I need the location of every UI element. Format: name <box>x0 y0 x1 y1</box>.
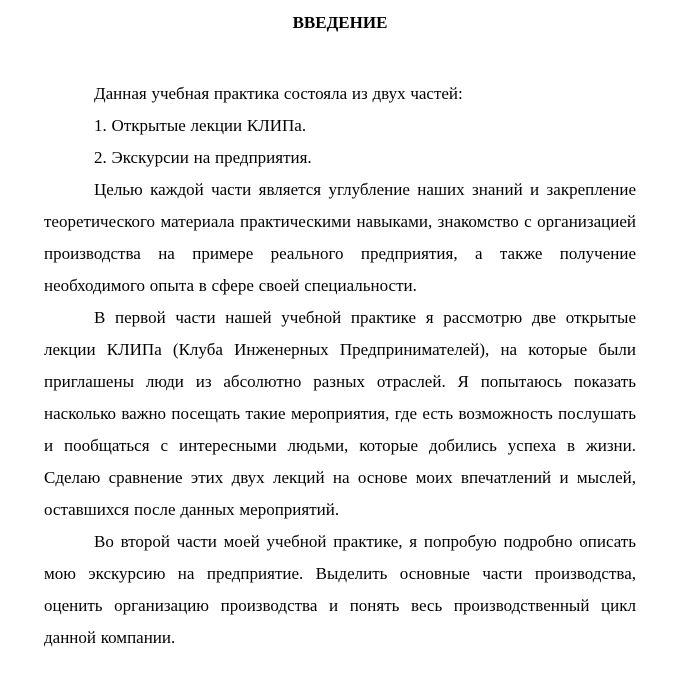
document-title: ВВЕДЕНИЕ <box>292 13 388 32</box>
paragraph: В первой части нашей учебной практике я рассмотрю две открытые лекции КЛИПа (Клуба Инженерных Предпринимателей), на которые были приглашены люди из абсолютно разных отраслей. Я попытаюсь показать насколько важно посещать такие мероприятия, где есть возможность послушать и пообщаться с интересными людьми, которые добились успеха в жизни. Сделаю сравнение этих двух лекций на основе моих впечатлений и мыслей, оставшихся после данных мероприятий. <box>44 308 636 519</box>
paragraph: Данная учебная практика состояла из двух частей: <box>94 84 463 103</box>
paragraph: Во второй части моей учебной практике, я попробую подробно описать мою экскурсию на предприятие. Выделить основные части производства, оценить организацию производства и понять весь производственный цикл данной компании. <box>44 532 636 647</box>
list-item: 2. Экскурсии на предприятия. <box>94 148 312 167</box>
list-item: 1. Открытые лекции КЛИПа. <box>94 116 307 135</box>
paragraph: Целью каждой части является углубление наших знаний и закрепление теоретического материала практическими навыками, знакомство с организацией производства на примере реального предприятия, а также получение необходимого опыта в сфере своей специальности. <box>44 180 636 295</box>
